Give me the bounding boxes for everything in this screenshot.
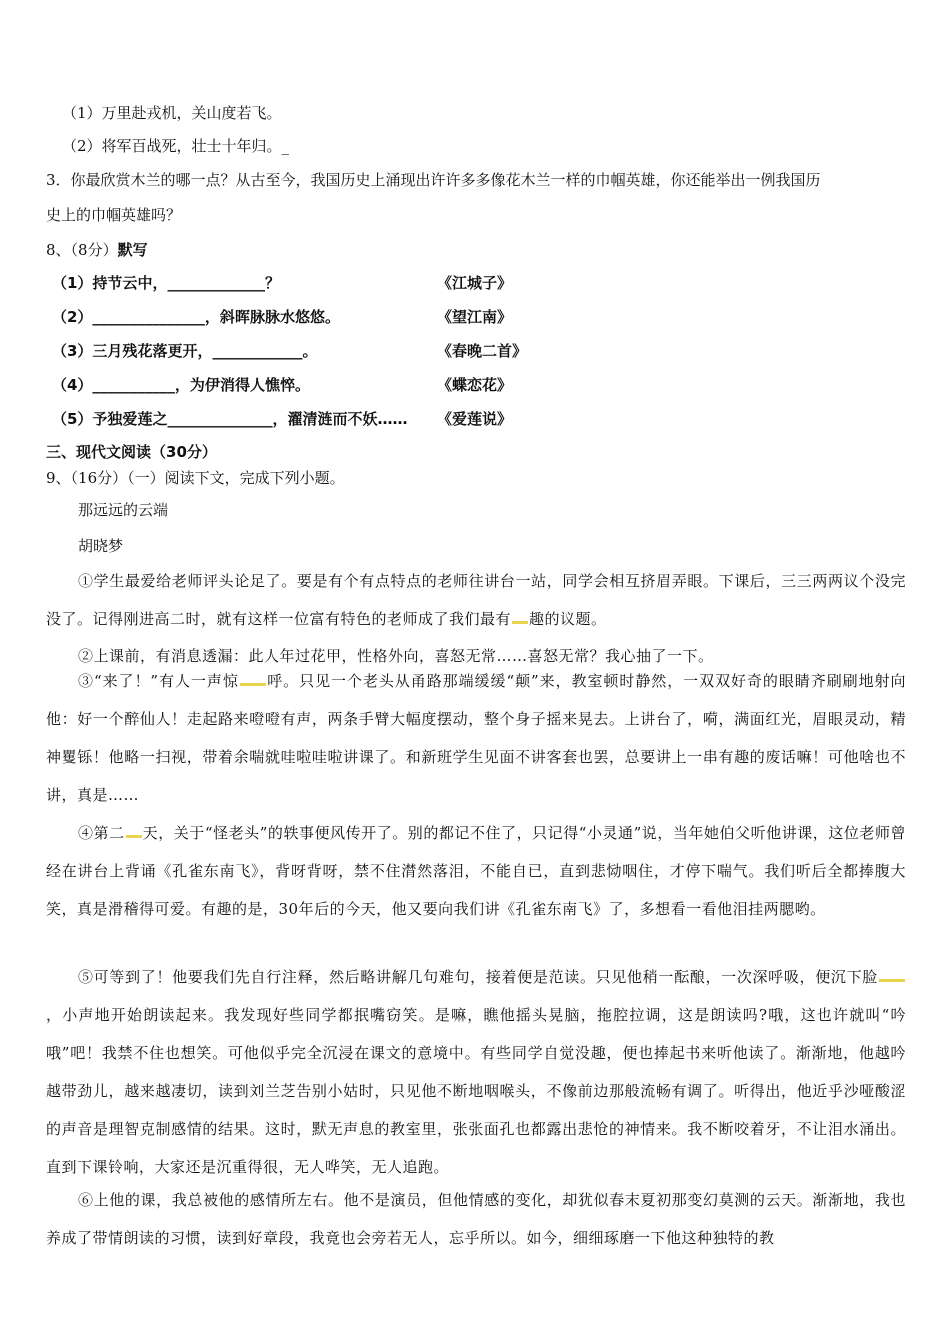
paragraph-text: ①学生最爱给老师评头论足了。要是有个有点特点的老师往讲台一站，同学会相互挤眉弄眼。下课后，三三两两议个没完没了。记得刚进高二时，就有这样一位富有特色的老师成了我们最有 [46,572,906,628]
paragraph-1 [46,562,906,638]
q9-intro: 9、（16分）（一）阅读下文，完成下列小题。 [46,469,345,487]
dictation-source: 《望江南》 [437,308,513,326]
q8-title: 默写 [117,241,148,259]
dictation-source: 《蝶恋花》 [437,376,513,394]
dictation-text: （2）_______________，斜晖脉脉水悠悠。 [52,308,340,326]
dictation-text: （4）___________，为伊消得人憔悴。 [52,376,310,394]
paragraph-3 [46,662,906,814]
paragraph-text: 天，关于“怪老头”的轶事便风传开了。别的都记不住了，只记得“小灵通”说，当年她伯父听他讲课，这位老师曾经在讲台上背诵《孔雀东南飞》，背呀背呀，禁不住潸然落泪，不能自已，直到悲恸咽住，才停下喘气。我们听后全都捧腹大笑，真是滑稽得可爱。有趣的是，30年后的今天，他又要向我们讲《孔雀东南飞》了，多想看一看他泪挂两腮哟。 [46,824,906,918]
dictation-row-4 [52,375,513,395]
q8-header [46,240,148,260]
highlight-blank [240,683,266,686]
section-3-title: 三、现代文阅读（30分） [46,443,217,461]
dictation-text: （1）持节云中，_____________？ [52,274,280,292]
paragraph-text: 趣的议题。 [529,610,607,628]
dictation-source: 《江城子》 [437,274,513,292]
dictation-source: 《爱莲说》 [437,410,513,428]
paragraph-4 [46,814,906,928]
highlight-blank [879,979,905,982]
article-author: 胡晓梦 [78,537,124,555]
dictation-row-1 [52,273,513,293]
q8-number: 8、（8分） [46,241,118,259]
dictation-text: （3）三月残花落更开，____________。 [52,342,318,360]
dictation-source: 《春晚二首》 [437,342,528,360]
article-title: 那远远的云端 [78,501,169,519]
highlight-blank [126,835,142,838]
paragraph-2: ②上课前，有消息透漏：此人年过花甲，性格外向，喜怒无常……喜怒无常？我心抽了一下。 [78,647,714,665]
q7-question-3-line-2: 史上的巾帼英雄吗？ [46,206,182,224]
dictation-row-5 [52,409,513,429]
q7-question-3-line-1: 3．你最欣赏木兰的哪一点？从古至今，我国历史上涌现出许许多多像花木兰一样的巾帼英雄，你还能举出一例我国历 [46,171,821,189]
paragraph-text: ③“来了！”有人一声惊 [78,672,239,690]
dictation-row-2 [52,307,513,327]
dictation-row-3 [52,341,528,361]
q7-item-1: （1）万里赴戎机，关山度若飞。 [62,104,282,122]
paragraph-6: ⑥上他的课，我总被他的感情所左右。他不是演员，但他情感的变化，却犹似春末夏初那变幻莫测的云天。渐渐地，我也养成了带情朗读的习惯，读到好章段，我竟也会旁若无人，忘乎所以。如今，细细琢磨一下他这种独特的教 [46,1191,906,1247]
paragraph-text: ④第二 [78,824,125,842]
paragraph-text: ，小声地开始朗读起来。我发现好些同学都抿嘴窃笑。是嘛，瞧他摇头晃脑，拖腔拉调，这是朗读吗?哦，这也许就叫“吟哦”吧！我禁不住也想笑。可他似乎完全沉浸在课文的意境中。有些同学自觉没趣，便也捧起书来听他读了。渐渐地，他越吟越带劲儿，越来越凄切，读到刘兰芝告别小姑时，只见他不断地咽喉头，不像前边那般流畅有调了。听得出，他近乎沙哑酸涩的声音是理智克制感情的结果。这时，默无声息的教室里，张张面孔也都露出悲怆的神情来。我不断咬着牙，不让泪水涌出。直到下课铃响，大家还是沉重得很，无人哗笑，无人追跑。 [46,1006,906,1176]
dictation-text: （5）予独爱莲之______________，濯清涟而不妖…… [52,410,408,428]
paragraph-text: 呼。只见一个老头从甬路那端缓缓“颠”来，教室顿时静然，一双双好奇的眼睛齐刷刷地射向他：好一个醉仙人！走起路来噔噔有声，两条手臂大幅度摆动，整个身子摇来晃去。上讲台了，嗬，满面红光，眉眼灵动，精神矍铄！他略一扫视，带着余喘就哇啦哇啦讲课了。和新班学生见面不讲客套也罢，总要讲上一串有趣的废话嘛！可他啥也不讲，真是…… [46,672,907,804]
paragraph-text: ⑤可等到了！他要我们先自行注释，然后略讲解几句难句，接着便是范读。只见他稍一酝酿，一次深呼吸，便沉下脸 [78,968,878,986]
highlight-blank [512,621,528,624]
q7-item-2: （2）将军百战死，壮士十年归。_ [62,137,290,155]
paragraph-5 [46,958,906,1186]
